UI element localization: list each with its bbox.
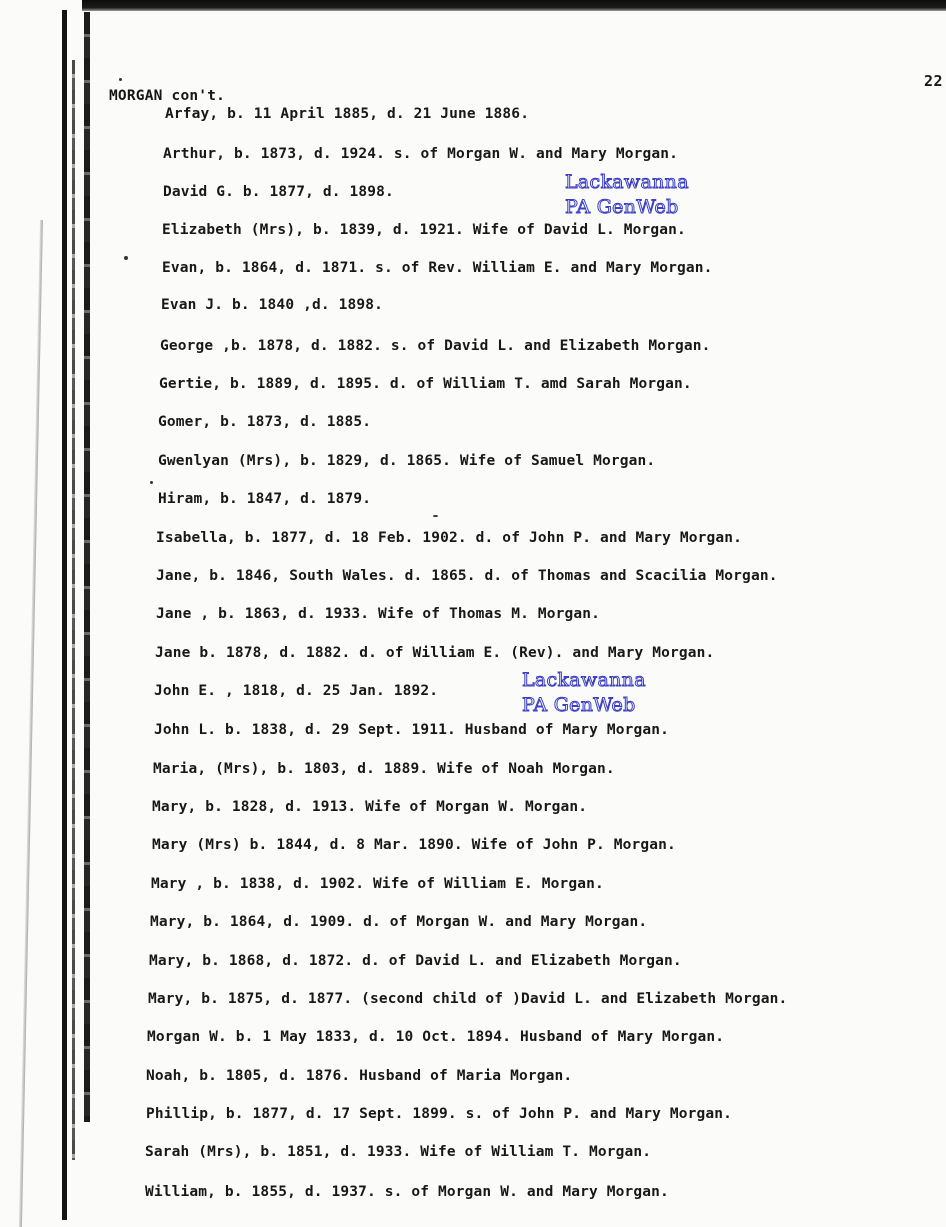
watermark-2-line1: Lackawanna — [522, 669, 646, 691]
entry-noah: Noah, b. 1805, d. 1876. Husband of Maria Morgan. — [146, 1068, 573, 1084]
entry-gertie: Gertie, b. 1889, d. 1895. d. of William T. amd Sarah Morgan. — [159, 376, 692, 392]
entry-elizabeth: Elizabeth (Mrs), b. 1839, d. 1921. Wife of David L. Morgan. — [162, 222, 686, 238]
entry-mary-1868: Mary, b. 1868, d. 1872. d. of David L. and Elizabeth Morgan. — [149, 953, 682, 969]
entry-evan-j: Evan J. b. 1840 ,d. 1898. — [161, 297, 383, 313]
entry-sarah: Sarah (Mrs), b. 1851, d. 1933. Wife of William T. Morgan. — [145, 1144, 652, 1160]
entry-gwenlyan: Gwenlyan (Mrs), b. 1829, d. 1865. Wife of Samuel Morgan. — [158, 453, 656, 469]
entry-gomer: Gomer, b. 1873, d. 1885. — [158, 414, 372, 430]
entry-david-g: David G. b. 1877, d. 1898. — [163, 184, 394, 200]
page-number: 22 — [924, 72, 944, 90]
entry-mary-1875: Mary, b. 1875, d. 1877. (second child of )David L. and Elizabeth Morgan. — [148, 991, 788, 1007]
entry-mary-1844: Mary (Mrs) b. 1844, d. 8 Mar. 1890. Wife of John P. Morgan. — [152, 837, 676, 853]
scan-speck — [150, 481, 153, 484]
entry-jane-1878: Jane b. 1878, d. 1882. d. of William E. (Rev). and Mary Morgan. — [155, 645, 715, 661]
entry-evan: Evan, b. 1864, d. 1871. s. of Rev. William E. and Mary Morgan. — [162, 260, 713, 276]
binding-edge-margin — [84, 12, 90, 1122]
entry-mary-1838: Mary , b. 1838, d. 1902. Wife of William E. Morgan. — [151, 876, 604, 892]
entry-arfay: Arfay, b. 11 April 1885, d. 21 June 1886. — [165, 106, 530, 122]
watermark-2-line2: PA GenWeb — [522, 694, 636, 716]
entry-morgan-w: Morgan W. b. 1 May 1833, d. 10 Oct. 1894. Husband of Mary Morgan. — [147, 1029, 725, 1045]
scan-speck — [119, 78, 122, 81]
entry-arthur: Arthur, b. 1873, d. 1924. s. of Morgan W. and Mary Morgan. — [163, 146, 679, 162]
entry-isabella: Isabella, b. 1877, d. 18 Feb. 1902. d. of John P. and Mary Morgan. — [156, 530, 743, 546]
scan-speck — [433, 515, 438, 517]
surname-header: MORGAN con't. — [109, 88, 226, 104]
entry-mary-1828: Mary, b. 1828, d. 1913. Wife of Morgan W. Morgan. — [152, 799, 588, 815]
entry-george: George ,b. 1878, d. 1882. s. of David L. and Elizabeth Morgan. — [160, 338, 711, 354]
entry-jane-1863: Jane , b. 1863, d. 1933. Wife of Thomas M. Morgan. — [156, 606, 600, 622]
watermark-1-line1: Lackawanna — [565, 171, 689, 193]
watermark-1-line2: PA GenWeb — [565, 196, 679, 218]
entry-maria: Maria, (Mrs), b. 1803, d. 1889. Wife of Noah Morgan. — [153, 761, 615, 777]
page-top-edge — [82, 0, 946, 11]
entry-mary-1864: Mary, b. 1864, d. 1909. d. of Morgan W. and Mary Morgan. — [150, 914, 648, 930]
entry-hiram: Hiram, b. 1847, d. 1879. — [158, 491, 372, 507]
entry-william: William, b. 1855, d. 1937. s. of Morgan W. and Mary Morgan. — [145, 1184, 669, 1200]
entry-john-e: John E. , 1818, d. 25 Jan. 1892. — [154, 683, 439, 699]
entry-john-l: John L. b. 1838, d. 29 Sept. 1911. Husband of Mary Morgan. — [154, 722, 670, 738]
watermark-2 — [522, 668, 646, 718]
binding-edge-inner — [72, 60, 75, 1160]
binding-edge — [62, 10, 67, 1220]
entry-phillip: Phillip, b. 1877, d. 17 Sept. 1899. s. of John P. and Mary Morgan. — [146, 1106, 733, 1122]
entry-jane-1846: Jane, b. 1846, South Wales. d. 1865. d. of Thomas and Scacilia Morgan. — [156, 568, 778, 584]
watermark-1 — [565, 170, 689, 220]
binding-shadow — [19, 220, 43, 1227]
scan-speck — [124, 256, 128, 260]
